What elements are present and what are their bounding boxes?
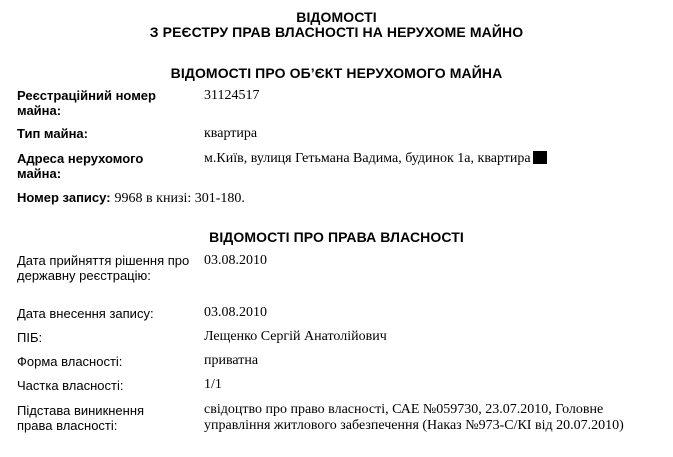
decision-date-label: Дата прийняття рішення про державну реєстрацію: xyxy=(17,253,190,283)
reg-number-label: Реєстраційний номер майна: xyxy=(17,88,156,118)
reg-number-value: 31124517 xyxy=(204,88,260,103)
ownership-form-value: приватна xyxy=(204,353,259,368)
entry-date-value: 03.08.2010 xyxy=(204,305,267,320)
decision-date-value: 03.08.2010 xyxy=(204,253,267,268)
ownership-basis-value: свідоцтво про право власності, САЕ №059730, 23.07.2010, Головне управління житлового забезпечення (Наказ №973-С/КІ від 20.07.2010) xyxy=(204,402,624,433)
owner-name-value: Лещенко Сергій Анатолійович xyxy=(204,329,387,344)
record-number-label: Номер запису: xyxy=(17,190,111,205)
ownership-share-label: Частка власності: xyxy=(17,378,124,393)
entry-date-label: Дата внесення запису: xyxy=(17,306,154,321)
rights-section-heading: ВІДОМОСТІ ПРО ПРАВА ВЛАСНОСТІ xyxy=(209,229,464,245)
property-type-value: квартира xyxy=(204,126,258,141)
document-title-line1: ВІДОМОСТІ xyxy=(296,9,377,25)
object-section-heading: ВІДОМОСТІ ПРО ОБ’ЄКТ НЕРУХОМОГО МАЙНА xyxy=(170,65,503,81)
address-label: Адреса нерухомого майна: xyxy=(17,151,144,181)
document-title-line2: З РЕЄСТРУ ПРАВ ВЛАСНОСТІ НА НЕРУХОМЕ МАЙНО xyxy=(149,24,524,40)
record-number-value: 9968 в книзі: 301-180. xyxy=(114,191,245,206)
ownership-basis-label: Підстава виникнення права власності: xyxy=(17,403,145,433)
owner-name-label: ПІБ: xyxy=(17,330,43,345)
ownership-form-label: Форма власності: xyxy=(17,354,123,369)
ownership-share-value: 1/1 xyxy=(204,377,222,392)
address-value: м.Київ, вулиця Гетьмана Вадима, будинок 1а, квартира xyxy=(204,151,531,166)
redaction-block xyxy=(533,151,547,164)
property-type-label: Тип майна: xyxy=(17,126,88,141)
record-number-row xyxy=(17,189,245,207)
address-value-row xyxy=(204,151,547,167)
